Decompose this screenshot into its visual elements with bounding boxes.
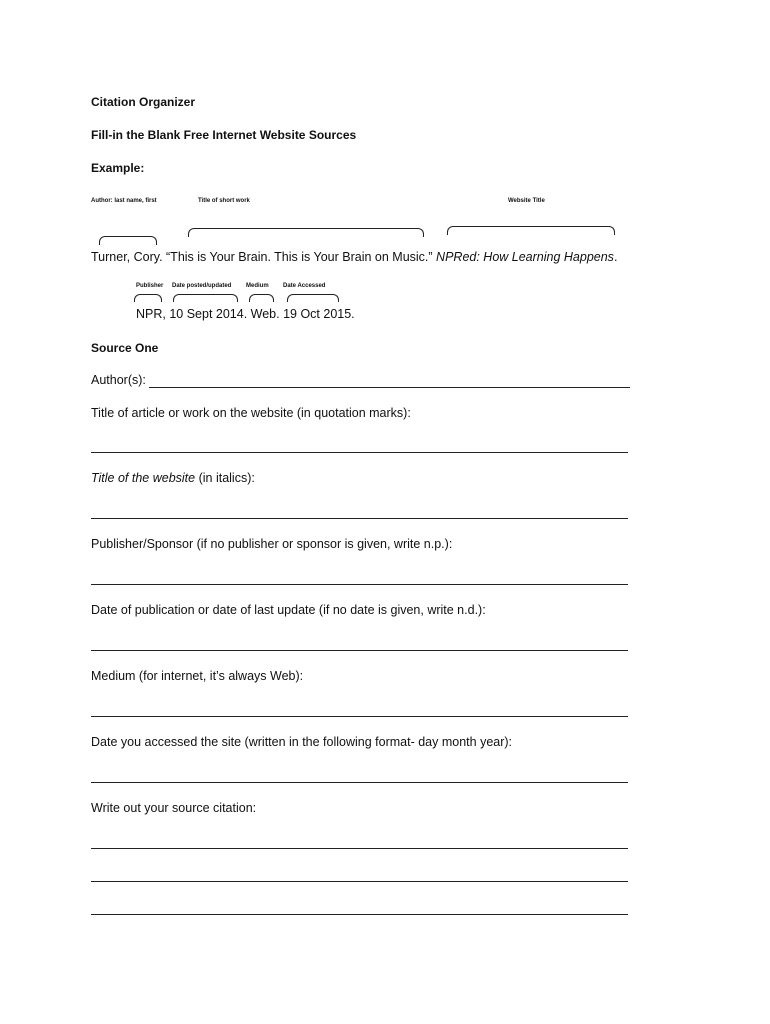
citation-input-line-1[interactable] [91,848,628,849]
label-date-posted: Date posted/updated [172,283,232,289]
date-accessed-input-line[interactable] [91,782,628,783]
article-title-input-line[interactable] [91,452,628,453]
bracket-publisher [134,294,162,302]
source-one-heading: Source One [91,341,159,355]
bracket-website-title [447,226,615,235]
date-accessed-label: Date you accessed the site (written in the following format- day month year): [91,735,513,749]
example-heading: Example: [91,161,145,175]
page-title: Citation Organizer [91,95,196,109]
example-line-1-plain: Turner, Cory. “This is Your Brain. This is Your Brain on Music.” [91,250,437,264]
bracket-date-posted [173,294,238,302]
website-title-input-line[interactable] [91,518,628,519]
author-input-line[interactable] [149,387,630,388]
website-title-label [91,471,255,485]
label-publisher: Publisher [136,283,164,289]
label-short-work: Title of short work [198,198,250,204]
label-website-title: Website Title [508,198,545,204]
label-author: Author: last name, first [91,198,157,204]
example-line-1-end: . [613,250,618,264]
author-label: Author(s): [91,373,146,387]
medium-label: Medium (for internet, it’s always Web): [91,669,304,683]
example-line-1-italic: NPRed: How Learning Happens [436,250,614,264]
date-pub-label: Date of publication or date of last update (if no date is given, write n.d.): [91,603,486,617]
bracket-author [99,236,157,245]
website-title-label-rest: (in italics): [195,471,255,485]
publisher-input-line[interactable] [91,584,628,585]
write-out-label: Write out your source citation: [91,801,257,815]
publisher-label: Publisher/Sponsor (if no publisher or sponsor is given, write n.p.): [91,537,453,551]
website-title-label-italic: Title of the website [91,471,196,485]
bracket-date-accessed [287,294,339,302]
date-pub-input-line[interactable] [91,650,628,651]
bracket-short-work [188,228,424,237]
citation-input-line-2[interactable] [91,881,628,882]
citation-input-line-3[interactable] [91,914,628,915]
example-line-1 [91,250,617,264]
example-line-2: NPR, 10 Sept 2014. Web. 19 Oct 2015. [136,307,355,321]
page-subtitle: Fill-in the Blank Free Internet Website Sources [91,128,357,142]
bracket-medium [249,294,274,302]
label-medium: Medium [246,283,269,289]
medium-input-line[interactable] [91,716,628,717]
article-title-label: Title of article or work on the website (in quotation marks): [91,406,411,420]
label-date-accessed: Date Accessed [283,283,326,289]
